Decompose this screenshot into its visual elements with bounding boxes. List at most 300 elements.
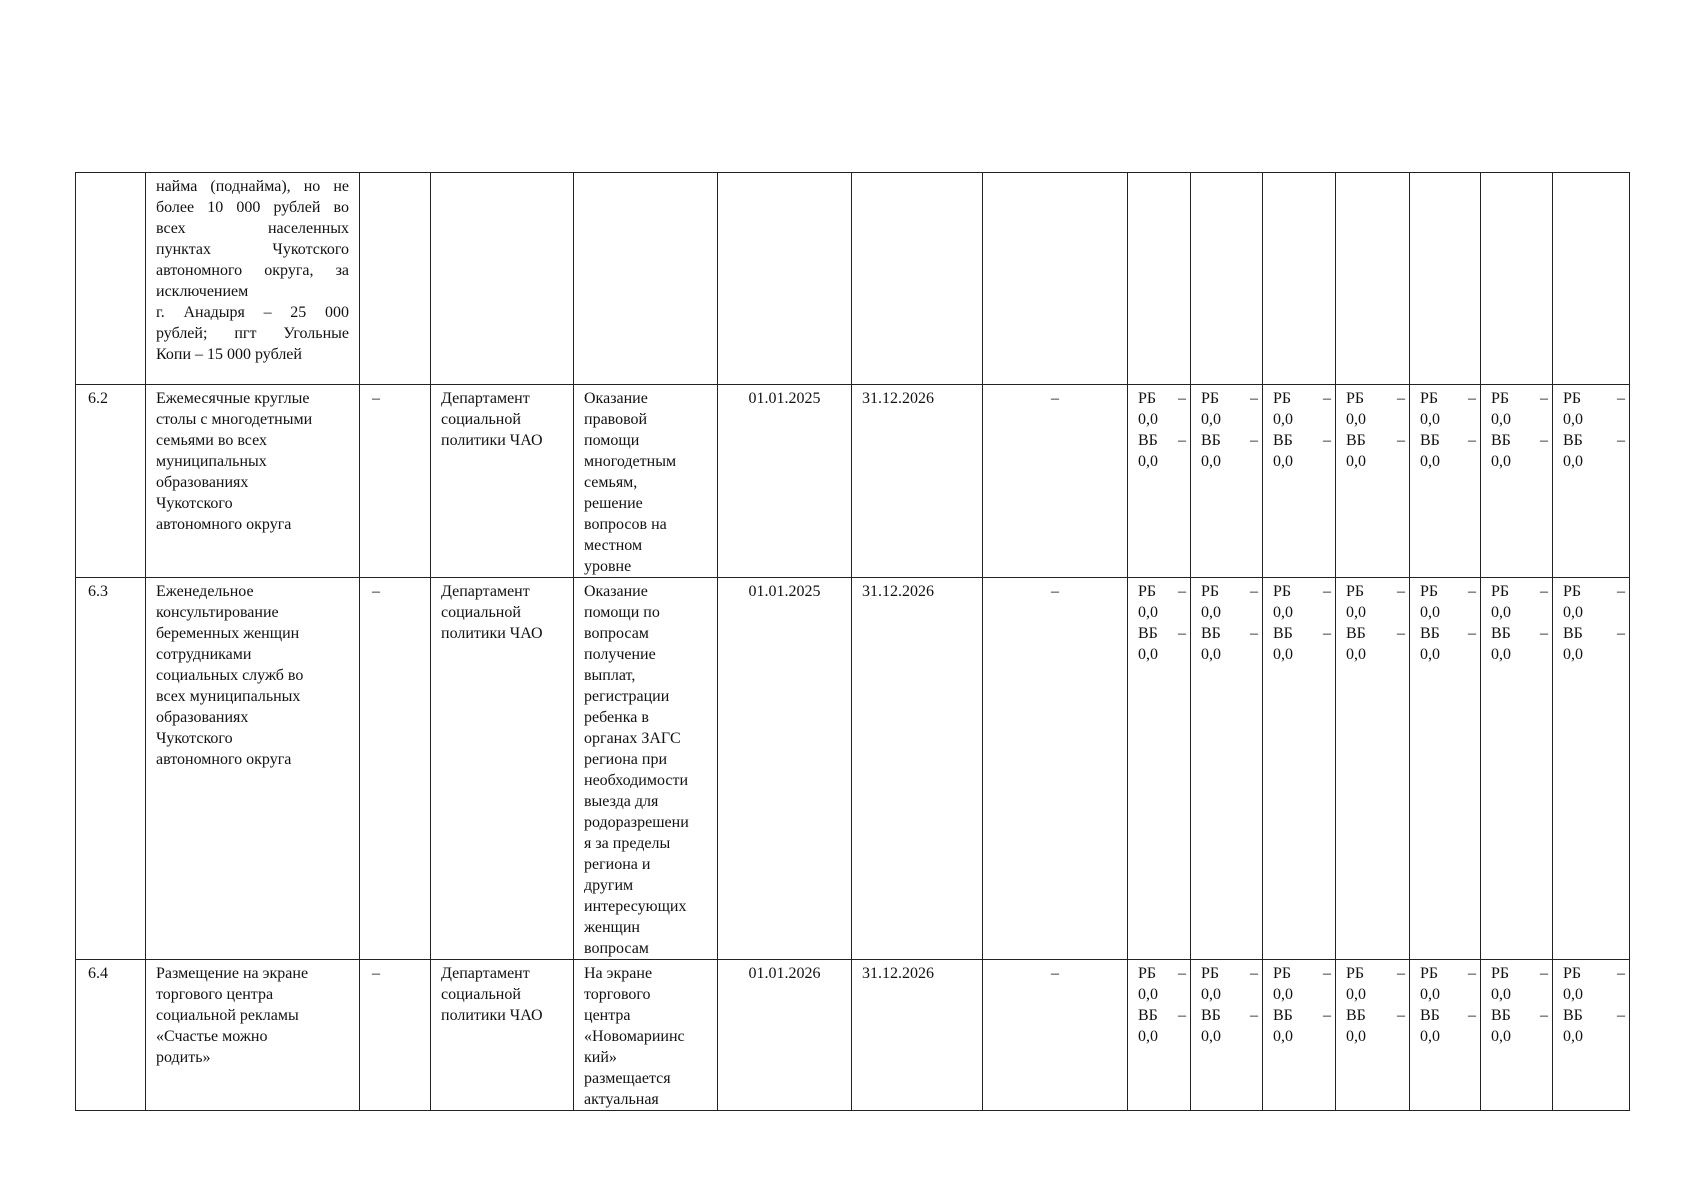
finance-rb-label: РБ bbox=[1420, 390, 1439, 407]
indicator-cell bbox=[983, 173, 1128, 385]
finance-vb-label: ВБ bbox=[1346, 432, 1366, 449]
table-row bbox=[76, 173, 1630, 385]
finance-rb-value: 0,0 bbox=[1201, 986, 1221, 1003]
finance-rb-line bbox=[1563, 963, 1625, 984]
result-line: интересующих bbox=[584, 898, 687, 915]
finance-rb-label: РБ bbox=[1273, 965, 1292, 982]
finance-rb-line bbox=[1138, 388, 1186, 409]
finance-rb-value: 0,0 bbox=[1138, 604, 1158, 621]
description-line: торгового центра bbox=[156, 986, 274, 1003]
dash: – bbox=[1397, 390, 1405, 407]
result-line: родоразрешени bbox=[584, 814, 689, 831]
finance-rb-label: РБ bbox=[1346, 390, 1365, 407]
finance-rb-line bbox=[1346, 388, 1405, 409]
finance-rb-line bbox=[1420, 963, 1476, 984]
finance-cell bbox=[1191, 173, 1263, 385]
finance-vb-line bbox=[1420, 623, 1476, 644]
dash: – bbox=[1178, 432, 1186, 449]
finance-vb-value: 0,0 bbox=[1346, 453, 1366, 470]
result-cell bbox=[574, 960, 718, 1111]
start-date-cell bbox=[718, 385, 852, 578]
result-line: вопросам bbox=[584, 625, 649, 642]
finance-rb-label: РБ bbox=[1138, 390, 1157, 407]
dash: – bbox=[1617, 583, 1625, 600]
finance-rb-line bbox=[1491, 388, 1548, 409]
finance-vb-label: ВБ bbox=[1201, 1007, 1221, 1024]
result-line: ребенка в bbox=[584, 709, 649, 726]
result-line: женщин bbox=[584, 919, 640, 936]
finance-vb-line bbox=[1138, 1005, 1186, 1026]
description-line: столы с многодетными bbox=[156, 411, 313, 428]
description-line: всех муниципальных bbox=[156, 688, 301, 705]
result-line: органах ЗАГС bbox=[584, 730, 681, 747]
result-line: выплат, bbox=[584, 667, 636, 684]
description-line: найма (поднайма), но не bbox=[156, 178, 349, 195]
finance-vb-line bbox=[1491, 623, 1548, 644]
dash: – bbox=[1323, 432, 1331, 449]
dash: – bbox=[1178, 583, 1186, 600]
finance-rb-value: 0,0 bbox=[1491, 604, 1511, 621]
result-line: Оказание bbox=[584, 390, 648, 407]
indicator-cell bbox=[983, 578, 1128, 960]
finance-cell bbox=[1191, 960, 1263, 1111]
result-line: торгового bbox=[584, 986, 651, 1003]
finance-vb-label: ВБ bbox=[1491, 432, 1511, 449]
result-line: уровне bbox=[584, 558, 632, 575]
dash: – bbox=[1397, 1007, 1405, 1024]
finance-vb-label: ВБ bbox=[1138, 1007, 1158, 1024]
result-line: регистрации bbox=[584, 688, 670, 705]
finance-rb-value: 0,0 bbox=[1273, 411, 1293, 428]
finance-cell bbox=[1481, 960, 1553, 1111]
finance-cell bbox=[1481, 578, 1553, 960]
finance-vb-value: 0,0 bbox=[1201, 1028, 1221, 1045]
finance-rb-label: РБ bbox=[1201, 390, 1220, 407]
dash: – bbox=[1540, 625, 1548, 642]
finance-cell bbox=[1336, 385, 1410, 578]
result-line: актуальная bbox=[584, 1091, 659, 1108]
finance-vb-value: 0,0 bbox=[1491, 1028, 1511, 1045]
executor-cell bbox=[431, 960, 574, 1111]
finance-cell bbox=[1336, 578, 1410, 960]
finance-rb-value: 0,0 bbox=[1563, 604, 1583, 621]
finance-rb-value: 0,0 bbox=[1346, 986, 1366, 1003]
result-line: получение bbox=[584, 646, 656, 663]
finance-rb-label: РБ bbox=[1273, 390, 1292, 407]
result-line: «Новомариинс bbox=[584, 1028, 685, 1045]
dash: – bbox=[1250, 432, 1258, 449]
finance-rb-value: 0,0 bbox=[1273, 986, 1293, 1003]
finance-vb-label: ВБ bbox=[1491, 1007, 1511, 1024]
result-line: необходимости bbox=[584, 772, 689, 789]
finance-rb-line bbox=[1201, 388, 1258, 409]
finance-vb-value: 0,0 bbox=[1491, 646, 1511, 663]
finance-rb-label: РБ bbox=[1563, 390, 1582, 407]
finance-rb-label: РБ bbox=[1346, 583, 1365, 600]
description-line: Чукотского bbox=[156, 730, 233, 747]
table-row bbox=[76, 385, 1630, 578]
result-line: другим bbox=[584, 877, 634, 894]
dash: – bbox=[1323, 965, 1331, 982]
finance-vb-line bbox=[1201, 430, 1258, 451]
dash: – bbox=[1250, 1007, 1258, 1024]
description-line: образованиях bbox=[156, 709, 249, 726]
description-line: Еженедельное bbox=[156, 583, 254, 600]
activities-table bbox=[75, 172, 1630, 1111]
finance-rb-value: 0,0 bbox=[1420, 411, 1440, 428]
finance-rb-label: РБ bbox=[1201, 583, 1220, 600]
result-line: многодетным bbox=[584, 453, 677, 470]
dash: – bbox=[1178, 965, 1186, 982]
finance-cell bbox=[1410, 578, 1481, 960]
description-line: социальных служб во bbox=[156, 667, 304, 684]
finance-vb-line bbox=[1138, 430, 1186, 451]
finance-rb-value: 0,0 bbox=[1491, 986, 1511, 1003]
finance-vb-label: ВБ bbox=[1273, 625, 1293, 642]
finance-vb-label: ВБ bbox=[1420, 625, 1440, 642]
finance-cell bbox=[1553, 960, 1630, 1111]
participants-cell bbox=[360, 960, 431, 1111]
description-line: г. Анадыря – 25 000 bbox=[156, 304, 349, 321]
executor-cell bbox=[431, 385, 574, 578]
finance-vb-label: ВБ bbox=[1346, 1007, 1366, 1024]
finance-rb-line bbox=[1273, 963, 1331, 984]
executor-cell bbox=[431, 173, 574, 385]
finance-rb-value: 0,0 bbox=[1420, 986, 1440, 1003]
dash: – bbox=[1540, 432, 1548, 449]
participants-value: – bbox=[372, 390, 380, 407]
finance-cell bbox=[1191, 385, 1263, 578]
dash: – bbox=[1468, 1007, 1476, 1024]
finance-vb-line bbox=[1201, 623, 1258, 644]
description-line: «Счастье можно bbox=[156, 1028, 268, 1045]
finance-cell bbox=[1128, 173, 1191, 385]
finance-vb-value: 0,0 bbox=[1563, 646, 1583, 663]
finance-rb-line bbox=[1491, 581, 1548, 602]
row-number-cell bbox=[76, 960, 146, 1111]
finance-vb-value: 0,0 bbox=[1201, 646, 1221, 663]
row-number: 6.3 bbox=[88, 583, 108, 600]
finance-rb-line bbox=[1563, 581, 1625, 602]
finance-cell bbox=[1263, 385, 1336, 578]
finance-vb-value: 0,0 bbox=[1563, 453, 1583, 470]
dash: – bbox=[1178, 1007, 1186, 1024]
finance-vb-line bbox=[1273, 1005, 1331, 1026]
participants-cell bbox=[360, 578, 431, 960]
finance-rb-value: 0,0 bbox=[1563, 411, 1583, 428]
indicator-value: – bbox=[1051, 390, 1059, 407]
dash: – bbox=[1250, 625, 1258, 642]
description-line: родить» bbox=[156, 1049, 211, 1066]
participants-value: – bbox=[372, 965, 380, 982]
result-line: я за пределы bbox=[584, 835, 671, 852]
finance-vb-line bbox=[1491, 1005, 1548, 1026]
finance-vb-line bbox=[1563, 623, 1625, 644]
result-cell bbox=[574, 385, 718, 578]
description-cell bbox=[146, 173, 360, 385]
finance-vb-line bbox=[1420, 1005, 1476, 1026]
start-date-cell bbox=[718, 173, 852, 385]
result-line: На экране bbox=[584, 965, 653, 982]
finance-vb-label: ВБ bbox=[1563, 1007, 1583, 1024]
indicator-cell bbox=[983, 960, 1128, 1111]
start-date: 01.01.2025 bbox=[748, 583, 821, 600]
indicator-cell bbox=[983, 385, 1128, 578]
description-line: семьями во всех bbox=[156, 432, 267, 449]
description-line: социальной рекламы bbox=[156, 1007, 299, 1024]
finance-rb-label: РБ bbox=[1420, 965, 1439, 982]
finance-vb-label: ВБ bbox=[1201, 432, 1221, 449]
dash: – bbox=[1323, 625, 1331, 642]
finance-rb-line bbox=[1138, 963, 1186, 984]
finance-vb-label: ВБ bbox=[1273, 432, 1293, 449]
description-line: Чукотского bbox=[156, 495, 233, 512]
description-cell bbox=[146, 578, 360, 960]
end-date: 31.12.2026 bbox=[862, 583, 934, 600]
finance-vb-line bbox=[1273, 623, 1331, 644]
finance-vb-line bbox=[1420, 430, 1476, 451]
dash: – bbox=[1617, 1007, 1625, 1024]
finance-vb-value: 0,0 bbox=[1273, 1028, 1293, 1045]
end-date-cell bbox=[852, 385, 983, 578]
row-number: 6.4 bbox=[88, 965, 108, 982]
dash: – bbox=[1540, 965, 1548, 982]
finance-vb-label: ВБ bbox=[1201, 625, 1221, 642]
finance-rb-value: 0,0 bbox=[1201, 604, 1221, 621]
dash: – bbox=[1468, 625, 1476, 642]
end-date-cell bbox=[852, 173, 983, 385]
finance-rb-value: 0,0 bbox=[1491, 411, 1511, 428]
description-line: Ежемесячные круглые bbox=[156, 390, 310, 407]
finance-vb-line bbox=[1138, 623, 1186, 644]
row-number: 6.2 bbox=[88, 390, 108, 407]
finance-rb-line bbox=[1201, 963, 1258, 984]
finance-rb-line bbox=[1563, 388, 1625, 409]
finance-vb-value: 0,0 bbox=[1346, 646, 1366, 663]
result-line: региона при bbox=[584, 751, 668, 768]
dash: – bbox=[1397, 583, 1405, 600]
description-line: консультирование bbox=[156, 604, 279, 621]
dash: – bbox=[1468, 583, 1476, 600]
description-line: образованиях bbox=[156, 474, 249, 491]
dash: – bbox=[1617, 965, 1625, 982]
end-date-cell bbox=[852, 960, 983, 1111]
finance-vb-line bbox=[1563, 1005, 1625, 1026]
description-line: всех населенных bbox=[156, 220, 349, 237]
finance-cell bbox=[1263, 578, 1336, 960]
finance-vb-line bbox=[1346, 623, 1405, 644]
dash: – bbox=[1323, 390, 1331, 407]
finance-vb-label: ВБ bbox=[1563, 625, 1583, 642]
dash: – bbox=[1468, 390, 1476, 407]
description-line: автономного округа bbox=[156, 751, 292, 768]
finance-vb-value: 0,0 bbox=[1491, 453, 1511, 470]
description-line: автономного округа, за bbox=[156, 262, 349, 279]
result-line: центра bbox=[584, 1007, 631, 1024]
result-cell bbox=[574, 578, 718, 960]
result-line: помощи по bbox=[584, 604, 660, 621]
finance-rb-label: РБ bbox=[1138, 965, 1157, 982]
result-line: Оказание bbox=[584, 583, 648, 600]
finance-rb-line bbox=[1138, 581, 1186, 602]
finance-rb-line bbox=[1201, 581, 1258, 602]
finance-rb-value: 0,0 bbox=[1138, 986, 1158, 1003]
description-line: муниципальных bbox=[156, 453, 267, 470]
executor-name: Департамент социальной политики ЧАО bbox=[441, 965, 543, 1024]
finance-cell bbox=[1128, 385, 1191, 578]
dash: – bbox=[1178, 625, 1186, 642]
finance-rb-label: РБ bbox=[1491, 583, 1510, 600]
result-cell bbox=[574, 173, 718, 385]
start-date-cell bbox=[718, 960, 852, 1111]
start-date-cell bbox=[718, 578, 852, 960]
indicator-value: – bbox=[1051, 583, 1059, 600]
finance-vb-value: 0,0 bbox=[1420, 646, 1440, 663]
finance-rb-line bbox=[1491, 963, 1548, 984]
finance-rb-label: РБ bbox=[1420, 583, 1439, 600]
finance-rb-label: РБ bbox=[1138, 583, 1157, 600]
description-cell bbox=[146, 960, 360, 1111]
finance-vb-label: ВБ bbox=[1138, 432, 1158, 449]
description-line: Копи – 15 000 рублей bbox=[156, 346, 302, 363]
row-number-cell bbox=[76, 173, 146, 385]
description-line: автономного округа bbox=[156, 516, 292, 533]
finance-cell bbox=[1410, 960, 1481, 1111]
dash: – bbox=[1468, 432, 1476, 449]
finance-cell bbox=[1336, 173, 1410, 385]
result-line: выезда для bbox=[584, 793, 659, 810]
finance-cell bbox=[1410, 385, 1481, 578]
finance-vb-line bbox=[1346, 430, 1405, 451]
finance-cell bbox=[1128, 960, 1191, 1111]
finance-rb-label: РБ bbox=[1563, 583, 1582, 600]
finance-cell bbox=[1263, 960, 1336, 1111]
description-line: беременных женщин bbox=[156, 625, 300, 642]
result-line: вопросов на bbox=[584, 516, 667, 533]
start-date: 01.01.2026 bbox=[748, 965, 821, 982]
dash: – bbox=[1617, 390, 1625, 407]
dash: – bbox=[1323, 583, 1331, 600]
result-line: размещается bbox=[584, 1070, 671, 1087]
finance-vb-label: ВБ bbox=[1563, 432, 1583, 449]
finance-cell bbox=[1263, 173, 1336, 385]
finance-vb-label: ВБ bbox=[1420, 432, 1440, 449]
finance-cell bbox=[1553, 578, 1630, 960]
description-line: пунктах Чукотского bbox=[156, 241, 349, 258]
finance-rb-line bbox=[1346, 581, 1405, 602]
finance-vb-value: 0,0 bbox=[1346, 1028, 1366, 1045]
dash: – bbox=[1540, 583, 1548, 600]
end-date: 31.12.2026 bbox=[862, 390, 934, 407]
executor-name: Департамент социальной политики ЧАО bbox=[441, 390, 543, 449]
finance-rb-value: 0,0 bbox=[1138, 411, 1158, 428]
participants-value: – bbox=[372, 583, 380, 600]
finance-rb-line bbox=[1420, 581, 1476, 602]
finance-vb-line bbox=[1201, 1005, 1258, 1026]
participants-cell bbox=[360, 385, 431, 578]
description-line: Размещение на экране bbox=[156, 965, 309, 982]
finance-vb-value: 0,0 bbox=[1138, 1028, 1158, 1045]
finance-vb-line bbox=[1273, 430, 1331, 451]
result-line: помощи bbox=[584, 432, 640, 449]
description-line: сотрудниками bbox=[156, 646, 252, 663]
finance-rb-line bbox=[1346, 963, 1405, 984]
executor-cell bbox=[431, 578, 574, 960]
result-line: кий» bbox=[584, 1049, 617, 1066]
finance-rb-line bbox=[1420, 388, 1476, 409]
description-line: более 10 000 рублей во bbox=[156, 199, 349, 216]
executor-name: Департамент социальной политики ЧАО bbox=[441, 583, 543, 642]
finance-vb-value: 0,0 bbox=[1563, 1028, 1583, 1045]
dash: – bbox=[1250, 583, 1258, 600]
end-date: 31.12.2026 bbox=[862, 965, 934, 982]
finance-rb-line bbox=[1273, 581, 1331, 602]
description-line: исключением bbox=[156, 283, 249, 300]
finance-rb-value: 0,0 bbox=[1346, 411, 1366, 428]
finance-cell bbox=[1410, 173, 1481, 385]
finance-vb-label: ВБ bbox=[1273, 1007, 1293, 1024]
description-cell bbox=[146, 385, 360, 578]
finance-vb-line bbox=[1491, 430, 1548, 451]
description-line: рублей; пгт Угольные bbox=[156, 325, 349, 342]
table-row bbox=[76, 960, 1630, 1111]
finance-vb-value: 0,0 bbox=[1201, 453, 1221, 470]
finance-cell bbox=[1553, 173, 1630, 385]
table-row bbox=[76, 578, 1630, 960]
dash: – bbox=[1323, 1007, 1331, 1024]
finance-rb-label: РБ bbox=[1273, 583, 1292, 600]
dash: – bbox=[1468, 965, 1476, 982]
dash: – bbox=[1617, 625, 1625, 642]
finance-cell bbox=[1191, 578, 1263, 960]
finance-vb-value: 0,0 bbox=[1420, 1028, 1440, 1045]
result-line: местном bbox=[584, 537, 643, 554]
finance-vb-value: 0,0 bbox=[1420, 453, 1440, 470]
finance-cell bbox=[1128, 578, 1191, 960]
finance-rb-value: 0,0 bbox=[1563, 986, 1583, 1003]
finance-rb-value: 0,0 bbox=[1273, 604, 1293, 621]
start-date: 01.01.2025 bbox=[748, 390, 821, 407]
row-number-cell bbox=[76, 578, 146, 960]
finance-cell bbox=[1336, 960, 1410, 1111]
finance-rb-label: РБ bbox=[1491, 390, 1510, 407]
finance-rb-value: 0,0 bbox=[1346, 604, 1366, 621]
result-line: вопросам bbox=[584, 940, 649, 957]
finance-rb-value: 0,0 bbox=[1420, 604, 1440, 621]
dash: – bbox=[1397, 965, 1405, 982]
dash: – bbox=[1250, 390, 1258, 407]
finance-vb-label: ВБ bbox=[1491, 625, 1511, 642]
finance-rb-line bbox=[1273, 388, 1331, 409]
row-number-cell bbox=[76, 385, 146, 578]
finance-rb-value: 0,0 bbox=[1201, 411, 1221, 428]
dash: – bbox=[1250, 965, 1258, 982]
indicator-value: – bbox=[1051, 965, 1059, 982]
finance-vb-label: ВБ bbox=[1420, 1007, 1440, 1024]
finance-vb-label: ВБ bbox=[1138, 625, 1158, 642]
finance-rb-label: РБ bbox=[1201, 965, 1220, 982]
finance-rb-label: РБ bbox=[1491, 965, 1510, 982]
result-line: семьям, bbox=[584, 474, 638, 491]
finance-vb-line bbox=[1563, 430, 1625, 451]
result-line: региона и bbox=[584, 856, 651, 873]
result-line: правовой bbox=[584, 411, 648, 428]
dash: – bbox=[1617, 432, 1625, 449]
dash: – bbox=[1540, 390, 1548, 407]
dash: – bbox=[1397, 625, 1405, 642]
participants-cell bbox=[360, 173, 431, 385]
finance-vb-value: 0,0 bbox=[1273, 453, 1293, 470]
